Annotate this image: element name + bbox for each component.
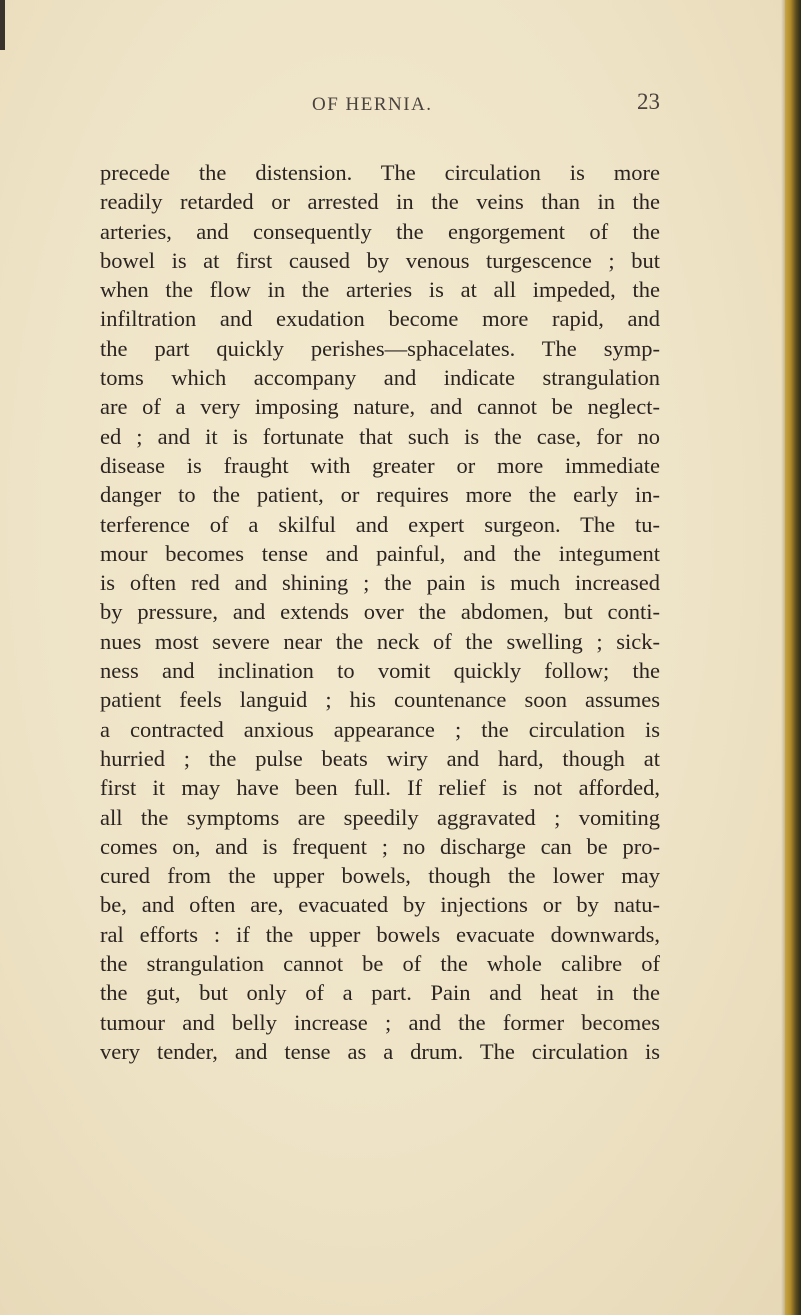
text-line: hurried ; the pulse beats wiry and hard, though at bbox=[100, 745, 660, 771]
text-line: mour becomes tense and painful, and the integument bbox=[100, 540, 660, 566]
text-line: the gut, but only of a part. Pain and heat in the bbox=[100, 980, 660, 1006]
book-spine-edge bbox=[785, 0, 801, 1315]
text-line: ness and inclination to vomit quickly follow; the bbox=[100, 658, 660, 684]
text-line: a contracted anxious appearance ; the circulation is bbox=[100, 716, 660, 742]
text-line: infiltration and exudation become more rapid, and bbox=[100, 306, 660, 332]
text-line: when the flow in the arteries is at all impeded, the bbox=[100, 277, 660, 303]
text-line: very tender, and tense as a drum. The circulation is bbox=[100, 1038, 660, 1064]
text-line: is often red and shining ; the pain is much increased bbox=[100, 570, 660, 596]
text-line: patient feels languid ; his countenance soon assumes bbox=[100, 687, 660, 713]
text-line: precede the distension. The circulation is more bbox=[100, 160, 660, 185]
text-line: tumour and belly increase ; and the former becomes bbox=[100, 1009, 660, 1035]
text-line: by pressure, and extends over the abdomen, but conti- bbox=[100, 599, 660, 625]
body-text bbox=[100, 158, 660, 1066]
text-line: comes on, and is frequent ; no discharge can be pro- bbox=[100, 833, 660, 859]
text-line: disease is fraught with greater or more immediate bbox=[100, 452, 660, 478]
text-line: the strangulation cannot be of the whole calibre of bbox=[100, 951, 660, 977]
text-line: cured from the upper bowels, though the lower may bbox=[100, 863, 660, 889]
text-line: be, and often are, evacuated by injections or by natu- bbox=[100, 892, 660, 918]
text-line: terference of a skilful and expert surgeon. The tu- bbox=[100, 511, 660, 537]
text-line: all the symptoms are speedily aggravated ; vomiting bbox=[100, 804, 660, 830]
text-line: bowel is at first caused by venous turgescence ; but bbox=[100, 247, 660, 273]
text-line: nues most severe near the neck of the swelling ; sick- bbox=[100, 628, 660, 654]
page-number: 23 bbox=[637, 89, 660, 114]
text-line: first it may have been full. If relief is not afforded, bbox=[100, 775, 660, 801]
text-line: arteries, and consequently the engorgement of the bbox=[100, 218, 660, 244]
page-header bbox=[100, 86, 660, 116]
text-line: readily retarded or arrested in the veins than in the bbox=[100, 189, 660, 215]
text-line: danger to the patient, or requires more the early in- bbox=[100, 482, 660, 508]
text-line: toms which accompany and indicate strangulation bbox=[100, 365, 660, 391]
text-line: ral efforts : if the upper bowels evacuate downwards, bbox=[100, 921, 660, 947]
text-line: are of a very imposing nature, and cannot be neglect- bbox=[100, 394, 660, 420]
text-line: ed ; and it is fortunate that such is the case, for no bbox=[100, 423, 660, 449]
running-title: OF HERNIA. bbox=[312, 94, 433, 115]
page-edge-mark bbox=[0, 0, 5, 50]
text-line: the part quickly perishes—sphacelates. The symp- bbox=[100, 335, 660, 361]
